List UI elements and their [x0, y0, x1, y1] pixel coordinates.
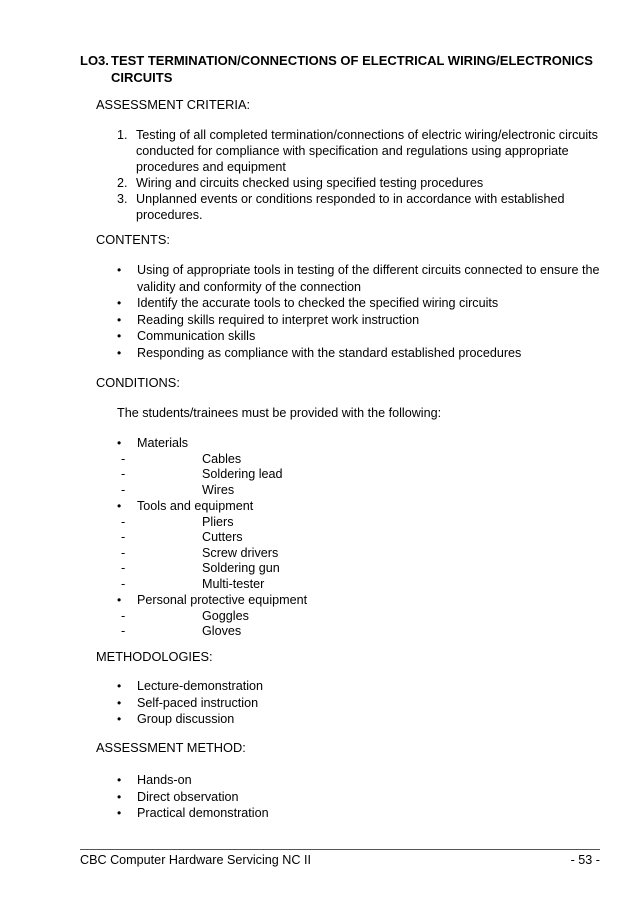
criteria-text: Wiring and circuits checked using specified testing procedures [136, 176, 484, 190]
methodology-item [117, 711, 607, 728]
criteria-text: Testing of all completed termination/connections of electric wiring/electronic circuits conducted for compliance with specification and regulations using appropriate procedures and equipment [136, 128, 598, 174]
sub-item-text: Cables [202, 451, 242, 466]
sub-item [117, 624, 607, 640]
methodologies-list [117, 678, 607, 728]
footer-page-number: - 53 - [570, 853, 600, 867]
contents-text: Using of appropriate tools in testing of the different circuits connected to ensure the validity and conformity of the connection [137, 263, 600, 294]
sub-item [117, 546, 607, 562]
sub-item [117, 452, 607, 468]
dash-marker: - [121, 561, 126, 576]
criteria-item [117, 191, 607, 223]
bullet-icon: • [117, 679, 122, 693]
bullet-icon: • [117, 312, 122, 327]
bullet-icon: • [117, 789, 122, 804]
sub-item-text: Goggles [202, 608, 249, 623]
methodologies-heading: METHODOLOGIES: [96, 649, 213, 664]
contents-item [117, 345, 607, 362]
contents-item [117, 312, 607, 329]
bullet-icon: • [117, 773, 122, 787]
dash-marker: - [121, 545, 126, 560]
assessment-method-list [117, 772, 607, 822]
sub-item-text: Screw drivers [202, 545, 279, 560]
dash-marker: - [121, 467, 126, 482]
footer-divider [80, 849, 600, 850]
assessment-method-item [117, 789, 607, 806]
methodology-item [117, 695, 607, 712]
group-label: Materials [137, 436, 189, 450]
tools-list [117, 515, 607, 593]
conditions-list [117, 435, 607, 640]
ppe-list [117, 609, 607, 640]
group-label: Personal protective equipment [137, 593, 308, 608]
sub-item-text: Pliers [202, 514, 234, 529]
contents-item [117, 262, 607, 295]
criteria-item [117, 175, 607, 191]
assessment-criteria-heading: ASSESSMENT CRITERIA: [96, 97, 251, 112]
assessment-method-text: Hands-on [137, 773, 192, 787]
criteria-number: 2. [117, 176, 128, 190]
sub-item [117, 467, 607, 483]
sub-item-text: Gloves [202, 624, 242, 639]
conditions-heading: CONDITIONS: [96, 375, 180, 390]
assessment-method-item [117, 772, 607, 789]
methodology-text: Group discussion [137, 712, 235, 727]
sub-item [117, 515, 607, 531]
materials-list [117, 452, 607, 499]
methodology-item [117, 678, 607, 695]
conditions-group [117, 498, 607, 592]
bullet-icon: • [117, 499, 122, 514]
sub-item-text: Soldering lead [202, 467, 283, 482]
assessment-method-text: Practical demonstration [137, 806, 269, 821]
group-label: Tools and equipment [137, 499, 254, 514]
learning-outcome-number: LO3. [80, 53, 109, 68]
conditions-group [117, 435, 607, 498]
sub-item [117, 561, 607, 577]
dash-marker: - [121, 530, 126, 545]
bullet-icon: • [117, 436, 122, 450]
bullet-icon: • [117, 806, 122, 821]
sub-item [117, 609, 607, 625]
dash-marker: - [121, 514, 126, 529]
methodology-text: Lecture-demonstration [137, 679, 264, 693]
contents-text: Identify the accurate tools to checked the specified wiring circuits [137, 296, 499, 311]
dash-marker: - [121, 624, 126, 639]
contents-text: Communication skills [137, 329, 256, 344]
conditions-group [117, 592, 607, 640]
sub-item-text: Cutters [202, 530, 243, 545]
bullet-icon: • [117, 593, 122, 608]
bullet-icon: • [117, 712, 122, 727]
sub-item [117, 577, 607, 593]
sub-item-text: Wires [202, 482, 235, 497]
dash-marker: - [121, 482, 126, 497]
dash-marker: - [121, 608, 126, 623]
sub-item [117, 530, 607, 546]
sub-item-text: Multi-tester [202, 576, 265, 591]
contents-item [117, 295, 607, 312]
methodology-text: Self-paced instruction [137, 695, 259, 710]
bullet-icon: • [117, 345, 122, 360]
contents-text: Responding as compliance with the standard established procedures [137, 345, 522, 360]
contents-item [117, 328, 607, 345]
criteria-number: 1. [117, 128, 128, 142]
criteria-number: 3. [117, 192, 128, 206]
conditions-intro: The students/trainees must be provided with the following: [117, 406, 442, 420]
bullet-icon: • [117, 329, 122, 344]
criteria-item [117, 127, 607, 175]
sub-item [117, 483, 607, 499]
contents-list [117, 262, 607, 362]
bullet-icon: • [117, 296, 122, 311]
learning-outcome-text: TEST TERMINATION/CONNECTIONS OF ELECTRICAL WIRING/ELECTRONICS CIRCUITS [111, 53, 593, 85]
assessment-method-text: Direct observation [137, 789, 239, 804]
assessment-method-item [117, 805, 607, 822]
bullet-icon: • [117, 695, 122, 710]
contents-text: Reading skills required to interpret work instruction [137, 312, 420, 327]
sub-item-text: Soldering gun [202, 561, 280, 576]
dash-marker: - [121, 576, 126, 591]
assessment-method-heading: ASSESSMENT METHOD: [96, 740, 246, 755]
dash-marker: - [121, 451, 126, 466]
bullet-icon: • [117, 263, 122, 277]
learning-outcome-title [80, 52, 610, 86]
footer-document-title: CBC Computer Hardware Servicing NC II [80, 853, 311, 867]
assessment-criteria-list [117, 127, 607, 223]
criteria-text: Unplanned events or conditions responded to in accordance with established procedures. [136, 192, 565, 222]
contents-heading: CONTENTS: [96, 232, 170, 247]
